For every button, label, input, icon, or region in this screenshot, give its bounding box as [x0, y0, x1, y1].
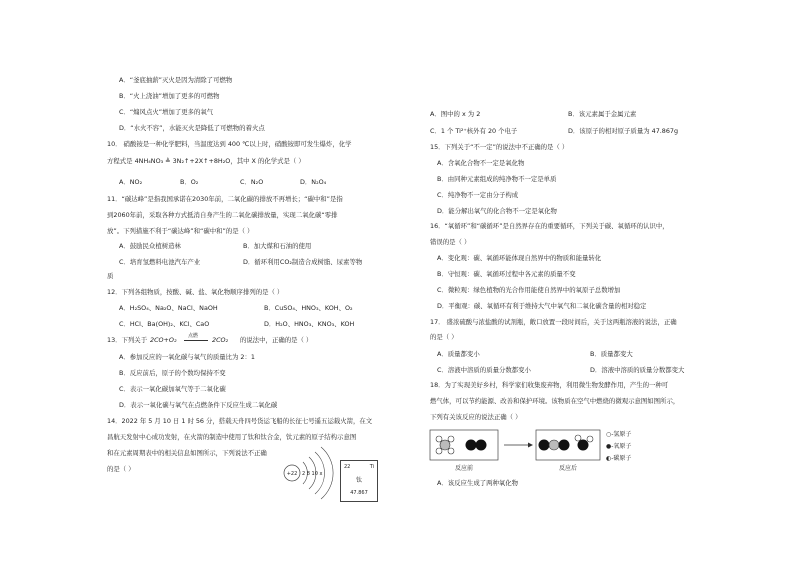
q16-option-a: A．变化观：碳、氧循环能体现自然界中的物质和能量转化: [437, 254, 602, 262]
q15-option-b: B．由同种元素组成的纯净物不一定是单质: [437, 175, 557, 183]
q9-option-a: A．“釜底抽薪”灭火是因为清除了可燃物: [119, 76, 233, 84]
q9-option-c: C．“煽风点火”增加了更多的氧气: [119, 108, 214, 116]
q11-option-a: A．鼓励民众植树造林: [119, 242, 181, 250]
q12-option-d: D．H₂O、HNO₃、KNO₃、KOH: [264, 320, 355, 328]
q14-stem-line3: 和在元素周期表中的相关信息如图所示，下列说法不正确: [107, 449, 267, 457]
q11-stem-line3: 放”。下列措施不利于“碳达峰”和“碳中和”的是（ ）: [107, 227, 254, 235]
carbon-atom-icon: [440, 440, 450, 450]
q11-stem-line1: 11．“碳达峰”是指我国承诺在2030年前，二氧化碳的排放不再增长；“碳中和”是指: [107, 195, 343, 203]
q13-equation-arrow: [184, 340, 208, 341]
q13-option-b: B．反应前后，原子的个数均保持不变: [119, 369, 226, 377]
element-symbol: Ti: [369, 464, 374, 470]
q16-stem-line1: 16．“氧循环”和“碳循环”是自然界存在的重要循环，下列关于碳、氧循环的认识中，: [430, 222, 669, 230]
q11-option-b: B．加大煤和石油的使用: [243, 242, 312, 250]
q13-stem-suffix: 的说法中，正确的是（ ）: [240, 336, 313, 344]
q15-stem: 15．下列关于“不一定”的说法中不正确的是（ ）: [430, 143, 569, 151]
hydrogen-atom-icon: [587, 436, 593, 442]
q11-stem-line2: 到2060年前，采取各种方式抵消自身产生的二氧化碳排放量，实现二氧化碳“零排: [107, 211, 338, 219]
q15-option-d: D．能分解出氧气的化合物不一定是氧化物: [437, 207, 557, 215]
q16-option-d: D．平衡观：碳、氧循环有利于维持大气中氧气和二氧化碳含量的相对稳定: [437, 302, 647, 310]
q16-stem-line2: 错误的是（ ）: [430, 238, 471, 246]
q15-option-a: A．含氧化合物不一定是氧化物: [437, 159, 525, 167]
oxygen-atom-icon: [578, 440, 589, 451]
periodic-table-cell: [340, 460, 378, 502]
carbon-dioxide-molecule: [539, 440, 570, 451]
q14-option-d: D．该原子的相对原子质量为 47.867g: [568, 127, 679, 135]
hydrogen-atom-icon: [448, 448, 454, 454]
q17-option-c: C．溶液中溶质的质量分数都变小: [437, 366, 531, 374]
legend-oxygen: ●-氧原子: [606, 443, 632, 450]
q12-option-a: A．H₂SO₄、Na₂O、NaCl、NaOH: [119, 304, 218, 312]
q14-stem-line1: 14．2022 年 5 月 10 日 1 时 56 分，搭载天舟四号货运飞船的长征七号遥五运载火箭，在文: [107, 417, 373, 425]
q14-option-c: C．1 个 Ti²⁺核外有 20 个电子: [430, 127, 518, 135]
q11-option-d-wrap: 质: [107, 272, 114, 280]
atom-nucleus-charge: +22: [286, 471, 298, 477]
q13-stem-prefix: 13．下列关于: [107, 336, 148, 344]
q10-stem-line2: 方程式是 4NH₄NO₃ ≜ 3N₂↑+2X↑+8H₂O，其中 X 的化学式是（ ）: [107, 157, 305, 165]
hydrogen-atom-icon: [436, 436, 442, 442]
q11-option-d: D．循环利用CO₂制造合成树脂、尿素等物: [243, 258, 363, 266]
q10-option-a: A．NO₂: [119, 178, 143, 186]
q16-option-b: B．守恒观：碳、氧循环过程中各元素的质量不变: [437, 270, 576, 278]
q12-option-b: B．CuSO₄、HNO₃、KOH、O₂: [264, 304, 353, 312]
q18-stem-line3: 下列有关该反应的说法正确（ ）: [430, 413, 522, 421]
q13-equation-condition: 点燃: [188, 333, 199, 339]
hydrogen-atom-icon: [436, 448, 442, 454]
q17-stem-line2: 的是（ ）: [430, 333, 458, 341]
q10-option-b: B．O₂: [180, 178, 199, 186]
element-atomic-number: 22: [344, 464, 351, 470]
q9-option-b: B．“火上浇油”增加了更多的可燃物: [119, 92, 220, 100]
q16-option-c: C．微粒观：绿色植物的光合作用能使自然界中的氧原子总数增加: [437, 286, 621, 294]
q17-option-b: B．质量都变大: [590, 350, 633, 358]
q11-option-c: C．培育氢燃料电池汽车产业: [119, 258, 201, 266]
titanium-atom-structure-diagram: [282, 440, 342, 506]
legend-carbon: ◐-碳原子: [606, 455, 632, 462]
q13-option-a: A．参加反应的一氧化碳与氧气的质量比为 2：1: [119, 353, 255, 361]
q10-option-d: D．N₂O₄: [300, 178, 327, 186]
q18-stem-line2: 燃气体，可以节约能源、改善和保护环境。该物质在空气中燃烧的微观示意图如图所示，: [430, 397, 680, 405]
q18-stem-line1: 18．为了实现美好乡村，科学家们收集废弃物，利用微生物发酵作用，产生的一种可: [430, 381, 669, 389]
hydrogen-atom-icon: [448, 436, 454, 442]
element-relative-mass: 47.867: [350, 490, 368, 496]
hydrogen-atom-icon: [575, 435, 581, 441]
q17-option-a: A．质量都变小: [437, 350, 480, 358]
q13-equation-products: 2CO₂: [212, 336, 229, 344]
q13-option-d: D．表示一氧化碳与氧气在点燃条件下反应生成二氧化碳: [119, 401, 278, 409]
oxygen-atom-icon: [476, 440, 487, 451]
element-name: 钛: [355, 477, 362, 484]
q15-option-c: C．纯净物不一定由分子构成: [437, 191, 519, 199]
oxygen-atom-icon: [559, 440, 570, 451]
legend-hydrogen: ○-氢原子: [606, 431, 632, 438]
oxygen-atom-icon: [539, 440, 550, 451]
q10-stem-line1: 10． 硝酸铵是一种化学肥料，当温度达到 400 ℃以上时，硝酸铵即可发生爆炸，化学: [107, 140, 352, 148]
reaction-micro-diagram: [428, 428, 658, 474]
oxygen-atom-icon: [466, 440, 477, 451]
q17-option-d: D．溶液中溶质的质量分数都变大: [590, 366, 685, 374]
q13-option-c: C．表示一氧化碳加氧气等于二氧化碳: [119, 385, 226, 393]
q10-option-c: C．N₂O: [240, 178, 264, 186]
carbon-atom-icon: [549, 440, 559, 450]
q12-option-c: C．HCl、Ba(OH)₂、KCl、CaO: [119, 320, 210, 328]
q9-option-d: D．“水火不容”，水能灭火是降低了可燃物的着火点: [119, 124, 265, 132]
q18-option-a: A．该反应生成了两种氧化物: [437, 479, 519, 487]
q14-stem-wrap: 的是（ ）: [107, 465, 135, 473]
atom-shell-electrons: 2 8 10 x: [302, 471, 323, 477]
q12-stem: 12．下列各组物质，按酸、碱、盐、氧化物顺序排列的是（ ）: [107, 288, 284, 296]
before-reaction-label: 反应前: [454, 465, 474, 472]
electron-shell-4: [321, 447, 333, 499]
q13-equation-reactants: 2CO+O₂: [150, 336, 177, 344]
q14-option-b: B．该元素属于金属元素: [568, 110, 637, 118]
after-reaction-label: 反应后: [558, 465, 578, 472]
q17-stem-line1: 17． 盛浓硫酸与浓盐酸的试剂瓶，敞口放置一段时间后，关于这两瓶溶液的说法，正确: [430, 318, 677, 326]
q14-stem-line2: 昌航天发射中心成功发射，在火箭的制造中使用了钛和钛合金，钛元素的原子结构示意图: [107, 433, 357, 441]
reaction-arrow-head: [528, 443, 533, 448]
q14-option-a: A．图中的 x 为 2: [430, 110, 481, 118]
